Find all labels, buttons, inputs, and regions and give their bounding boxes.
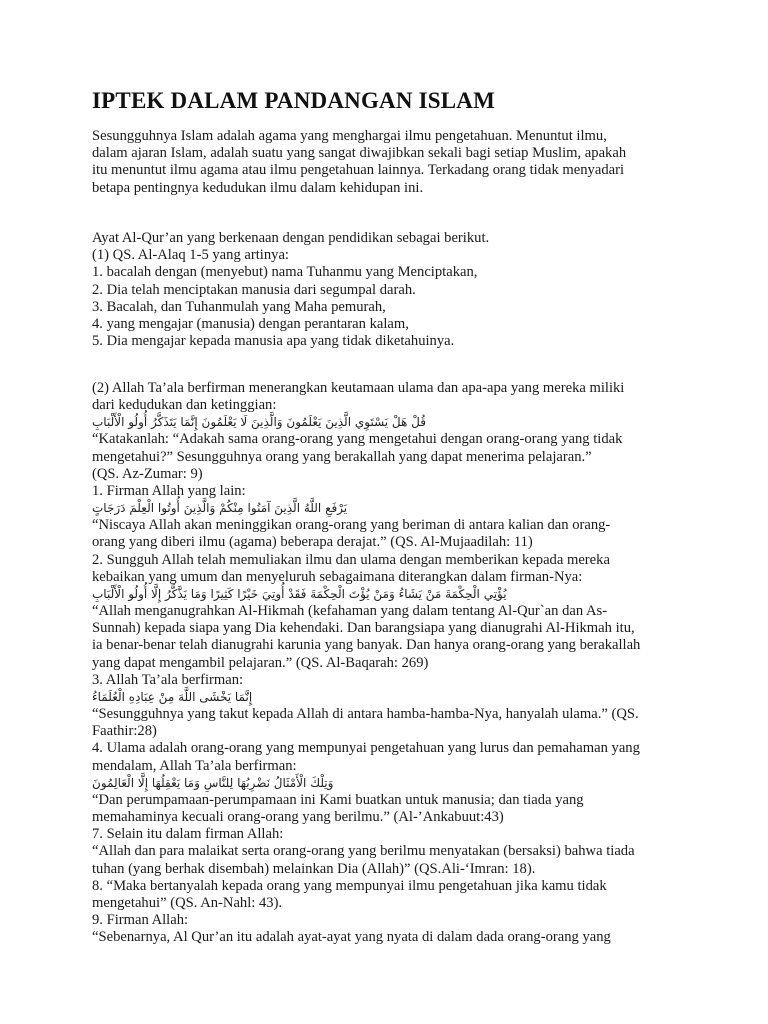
text-line: 8. “Maka bertanyalah kepada orang yang mempunyai ilmu pengetahuan jika kamu tidak (92, 877, 607, 894)
text-line: dari kedudukan dan ketinggian: (92, 397, 277, 414)
text-line: tuhan (yang berhak disembah) melainkan Dia (Allah)” (QS.Ali-‘Imran: 18). (92, 860, 536, 877)
virtue-of-knowledge-section (92, 380, 732, 947)
arabic-verse: يَرْفَعِ اللَّهُ الَّذِينَ آمَنُوا مِنْكُمْ وَالَّذِينَ أُوتُوا الْعِلْمَ دَرَجَاتٍ (92, 501, 348, 516)
intro-paragraph (92, 128, 732, 197)
text-line: “Allah dan para malaikat serta orang-orang yang berilmu menyatakan (bersaksi) bahwa tiada (92, 843, 635, 860)
text-line: Sesungguhnya Islam adalah agama yang menghargai ilmu pengetahuan. Menuntut ilmu, (92, 128, 607, 144)
text-line: “Sesungguhnya yang takut kepada Allah di antara hamba-hamba-Nya, hanyalah ulama.” (QS. (92, 706, 639, 723)
text-line: “Katakanlah: “Adakah sama orang-orang yang mengetahui dengan orang-orang yang tidak (92, 431, 623, 448)
text-line: 9. Firman Allah: (92, 912, 189, 929)
list-item: 2. Dia telah menciptakan manusia dari segumpal darah. (92, 281, 416, 298)
text-line: (2) Allah Ta’ala berfirman menerangkan keutamaan ulama dan apa-apa yang mereka miliki (92, 380, 625, 396)
text-line: dalam ajaran Islam, adalah suatu yang sangat diwajibkan sekali bagi setiap Muslim, apakah (92, 145, 627, 162)
text-line: kebaikan yang umum dan menyeluruh sebagaimana diterangkan dalam firman-Nya: (92, 568, 583, 585)
text-line: 3. Allah Ta’ala berfirman: (92, 671, 244, 688)
text-line: memahaminya kecuali orang-orang yang berilmu.” (Al-’Ankabuut:43) (92, 809, 504, 826)
arabic-verse: قُلْ هَلْ يَسْتَوِي الَّذِينَ يَعْلَمُونَ وَالَّذِينَ لَا يَعْلَمُونَ إِنَّمَا يَتَذَكَّرُ أُولُو الْأَلْبَابِ (92, 415, 426, 430)
list-item: 5. Dia mengajar kepada manusia apa yang tidak diketahuinya. (92, 333, 455, 350)
text-line: 4. Ulama adalah orang-orang yang mempunyai pengetahuan yang lurus dan pemahaman yang (92, 740, 640, 757)
text-line: mendalam, Allah Ta’ala berfirman: (92, 757, 297, 774)
text-line: “Sebenarnya, Al Qur’an itu adalah ayat-ayat yang nyata di dalam dada orang-orang yang (92, 929, 611, 946)
text-line: “Allah menganugrahkan Al-Hikmah (kefahaman yang dalam tentang Al-Qur`an dan As- (92, 603, 608, 620)
text-line: “Niscaya Allah akan meninggikan orang-orang yang beriman di antara kalian dan orang- (92, 517, 611, 534)
text-line: (QS. Az-Zumar: 9) (92, 465, 203, 482)
text-line: (1) QS. Al-Alaq 1-5 yang artinya: (92, 247, 289, 264)
list-item: 3. Bacalah, dan Tuhanmulah yang Maha pemurah, (92, 298, 386, 315)
text-line: orang yang diberi ilmu (agama) beberapa derajat.” (QS. Al-Mujaadilah: 11) (92, 534, 533, 551)
text-line: Faathir:28) (92, 723, 157, 740)
text-line: mengetahui” (QS. An-Nahl: 43). (92, 895, 283, 912)
text-line: 7. Selain itu dalam firman Allah: (92, 826, 284, 843)
text-line: 2. Sungguh Allah telah memuliakan ilmu dan ulama dengan memberikan kepada mereka (92, 551, 610, 568)
alaq-section (92, 230, 732, 350)
text-line: betapa pentingnya kedudukan ilmu dalam kehidupan ini. (92, 179, 424, 196)
list-item: 1. bacalah dengan (menyebut) nama Tuhanmu yang Menciptakan, (92, 264, 478, 281)
text-line: mengetahui?” Sesungguhnya orang yang berakallah yang dapat menerima pelajaran.” (92, 448, 592, 465)
document-title: IPTEK DALAM PANDANGAN ISLAM (92, 88, 496, 113)
text-line: yang dapat mengambil pelajaran.” (QS. Al-Baqarah: 269) (92, 654, 429, 671)
text-line: Sunnah) kepada siapa yang Dia kehendaki. Dan barangsiapa yang dianugrahi Al-Hikmah itu, (92, 620, 635, 637)
text-line: 1. Firman Allah yang lain: (92, 483, 246, 500)
arabic-verse: إِنَّمَا يَخْشَى اللَّهَ مِنْ عِبَادِهِ الْعُلَمَاءُ (92, 690, 253, 705)
text-line: itu menuntut ilmu agama atau ilmu pengetahuan lainnya. Terkadang orang tidak menyadari (92, 162, 625, 179)
text-line: “Dan perumpamaan-perumpamaan ini Kami buatkan untuk manusia; dan tiada yang (92, 791, 584, 808)
arabic-verse: وَتِلْكَ الْأَمْثَالُ نَضْرِبُهَا لِلنَّاسِ وَمَا يَعْقِلُهَا إِلَّا الْعَالِمُونَ (92, 775, 334, 790)
list-item: 4. yang mengajar (manusia) dengan perantaran kalam, (92, 316, 409, 333)
text-line: ia benar-benar telah dianugrahi karunia yang banyak. Dan hanya orang-orang yang berakallah (92, 637, 641, 654)
text-line: Ayat Al-Qur’an yang berkenaan dengan pendidikan sebagai berikut. (92, 230, 490, 246)
arabic-verse: يُؤْتِي الْحِكْمَةَ مَنْ يَشَاءُ وَمَنْ يُؤْتَ الْحِكْمَةَ فَقَدْ أُوتِيَ خَيْرًا كَثِيرًا وَمَا يَذَّكَّرُ إِلَّا أُولُو الْأَلْبَابِ (92, 587, 507, 602)
